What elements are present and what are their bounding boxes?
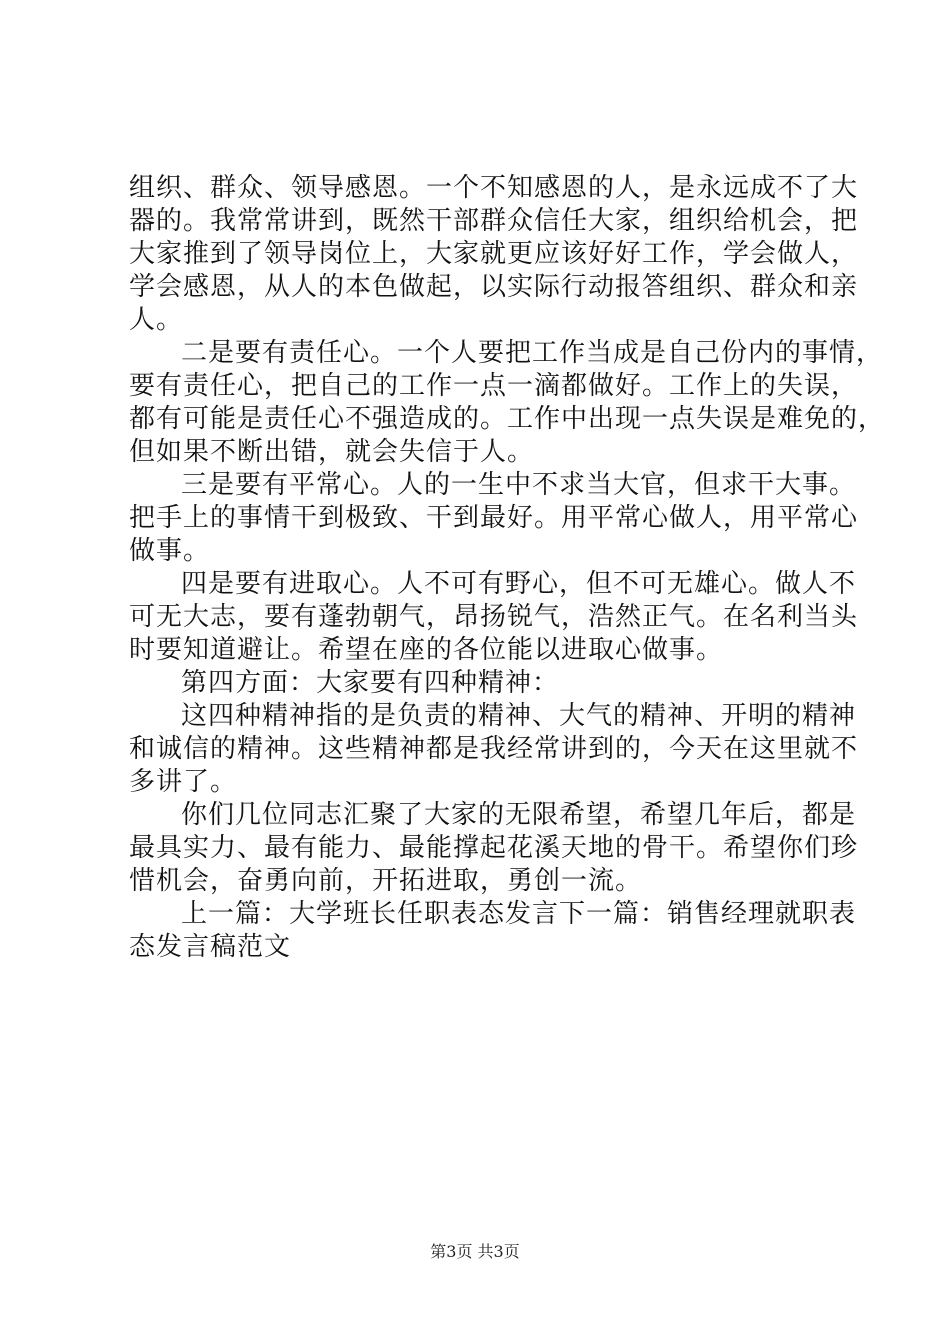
text-line: 都有可能是责任心不强造成的。工作中出现一点失误是难免的，	[129, 404, 886, 434]
text-line: 二是要有责任心。一个人要把工作当成是自己份内的事情，	[181, 338, 884, 368]
text-line: 把手上的事情干到极致、干到最好。用平常心做人，用平常心	[129, 503, 859, 533]
text-line: 但如果不断出错，就会失信于人。	[129, 437, 535, 467]
text-line: 学会感恩，从人的本色做起，以实际行动报答组织、群众和亲	[129, 272, 859, 302]
text-line: 器的。我常常讲到，既然干部群众信任大家，组织给机会，把	[129, 206, 859, 236]
text-line: 要有责任心，把自己的工作一点一滴都做好。工作上的失误，	[129, 371, 859, 401]
text-line: 你们几位同志汇聚了大家的无限希望，希望几年后，都是	[181, 800, 857, 830]
text-line: 这四种精神指的是负责的精神、大气的精神、开明的精神	[181, 701, 857, 731]
body-text	[129, 172, 886, 964]
text-line: 第四方面：大家要有四种精神：	[181, 668, 560, 698]
text-line: 惜机会，奋勇向前，开拓进取，勇创一流。	[129, 866, 643, 896]
text-line: 人。	[129, 305, 184, 335]
text-line: 和诚信的精神。这些精神都是我经常讲到的，今天在这里就不	[129, 734, 859, 764]
text-line: 态发言稿范文	[129, 932, 292, 962]
text-line: 大家推到了领导岗位上，大家就更应该好好工作，学会做人，	[129, 239, 859, 269]
text-line: 多讲了。	[129, 767, 238, 797]
text-line: 时要知道避让。希望在座的各位能以进取心做事。	[129, 635, 724, 665]
text-line: 四是要有进取心。人不可有野心，但不可无雄心。做人不	[181, 569, 857, 599]
page-footer: 第3页 共3页	[430, 1242, 520, 1261]
text-line: 最具实力、最有能力、最能撑起花溪天地的骨干。希望你们珍	[129, 833, 859, 863]
text-line: 做事。	[129, 536, 211, 566]
text-line: 上一篇：大学班长任职表态发言下一篇：销售经理就职表	[181, 899, 857, 929]
text-line: 三是要有平常心。人的一生中不求当大官，但求干大事。	[181, 470, 857, 500]
text-line: 可无大志，要有蓬勃朝气，昂扬锐气，浩然正气。在名利当头	[129, 602, 859, 632]
text-line: 组织、群众、领导感恩。一个不知感恩的人，是永远成不了大	[129, 173, 859, 203]
